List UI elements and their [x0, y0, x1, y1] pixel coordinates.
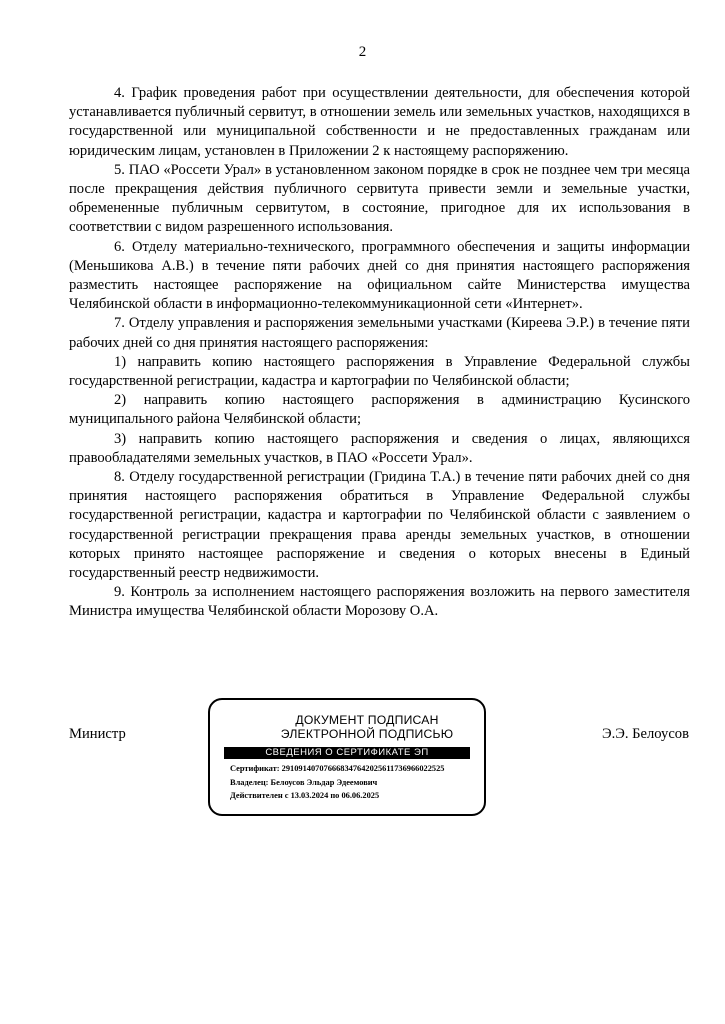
paragraph-8: 8. Отделу государственной регистрации (Гридина Т.А.) в течение пяти рабочих дней со дня принятия настоящего распоряжения обратиться в Управление Федеральной службы государственной регистрации, кадастра и картографии по Челябинской области с заявлением о государственной регистрации прекращения права аренды земельных участков, в отношении которых принято настоящее распоряжение и сведения о которых внесены в Единый государственный реестр недвижимости. [69, 469, 690, 582]
paragraph-7-item-2: 2) направить копию настоящего распоряжения в администрацию Кусинского муниципального района Челябинской области; [69, 392, 690, 428]
paragraph-6: 6. Отделу материально-технического, программного обеспечения и защиты информации (Меньшикова А.В.) в течение пяти рабочих дней со дня принятия настоящего распоряжения разместить настоящее распоряжение на официальном сайте Министерства имущества Челябинской области в информационно-телекоммуникационной сети «Интернет». [69, 238, 690, 313]
paragraph-7-item-3: 3) направить копию настоящего распоряжения и сведения о лицах, являющихся правообладателями земельных участков, в ПАО «Россети Урал». [69, 430, 690, 466]
document-body [69, 84, 690, 622]
stamp-owner: Владелец: Белоусов Эльдар Эдеемович [230, 777, 378, 787]
signatory-title: Министр [69, 726, 126, 742]
stamp-heading-line-1: ДОКУМЕНТ ПОДПИСАН [295, 713, 439, 727]
stamp-validity: Действителен с 13.03.2024 по 06.06.2025 [230, 791, 380, 800]
signatory-name: Э.Э. Белоусов [601, 726, 689, 742]
stamp-details [230, 764, 470, 802]
page-number: 2 [358, 44, 367, 60]
stamp-certificate-number: Сертификат: 291091407076668347642025611736966022525 [230, 764, 445, 773]
electronic-signature-stamp [208, 698, 486, 816]
paragraph-5: 5. ПАО «Россети Урал» в установленном законом порядке в срок не позднее чем три месяца после прекращения действия публичного сервитута привести земли и земельные участки, обремененные публичным сервитутом, в состояние, пригодное для их использования в соответствии с видом разрешенного использования. [69, 161, 690, 236]
stamp-heading-line-2: ЭЛЕКТРОННОЙ ПОДПИСЬЮ [280, 727, 454, 741]
paragraph-4: 4. График проведения работ при осуществлении деятельности, для обеспечения которой устанавливается публичный сервитут, в отношении земель или земельных участков, находящихся в государственной или муниципальной собственности и не предоставленных гражданам или юридическим лицам, установлен в Приложении 2 к настоящему распоряжению. [69, 85, 690, 159]
paragraph-7: 7. Отделу управления и распоряжения земельными участками (Киреева Э.Р.) в течение пяти рабочих дней со дня принятия настоящего распоряжения: [69, 315, 690, 351]
signature-block [0, 698, 725, 823]
stamp-heading [210, 713, 484, 741]
stamp-certificate-bar: СВЕДЕНИЯ О СЕРТИФИКАТЕ ЭП [224, 747, 470, 759]
paragraph-7-item-1: 1) направить копию настоящего распоряжения в Управление Федеральной службы государственной регистрации, кадастра и картографии по Челябинской области; [69, 353, 690, 390]
paragraph-9: 9. Контроль за исполнением настоящего распоряжения возложить на первого заместителя Министра имущества Челябинской области Морозову О.А. [69, 584, 690, 620]
